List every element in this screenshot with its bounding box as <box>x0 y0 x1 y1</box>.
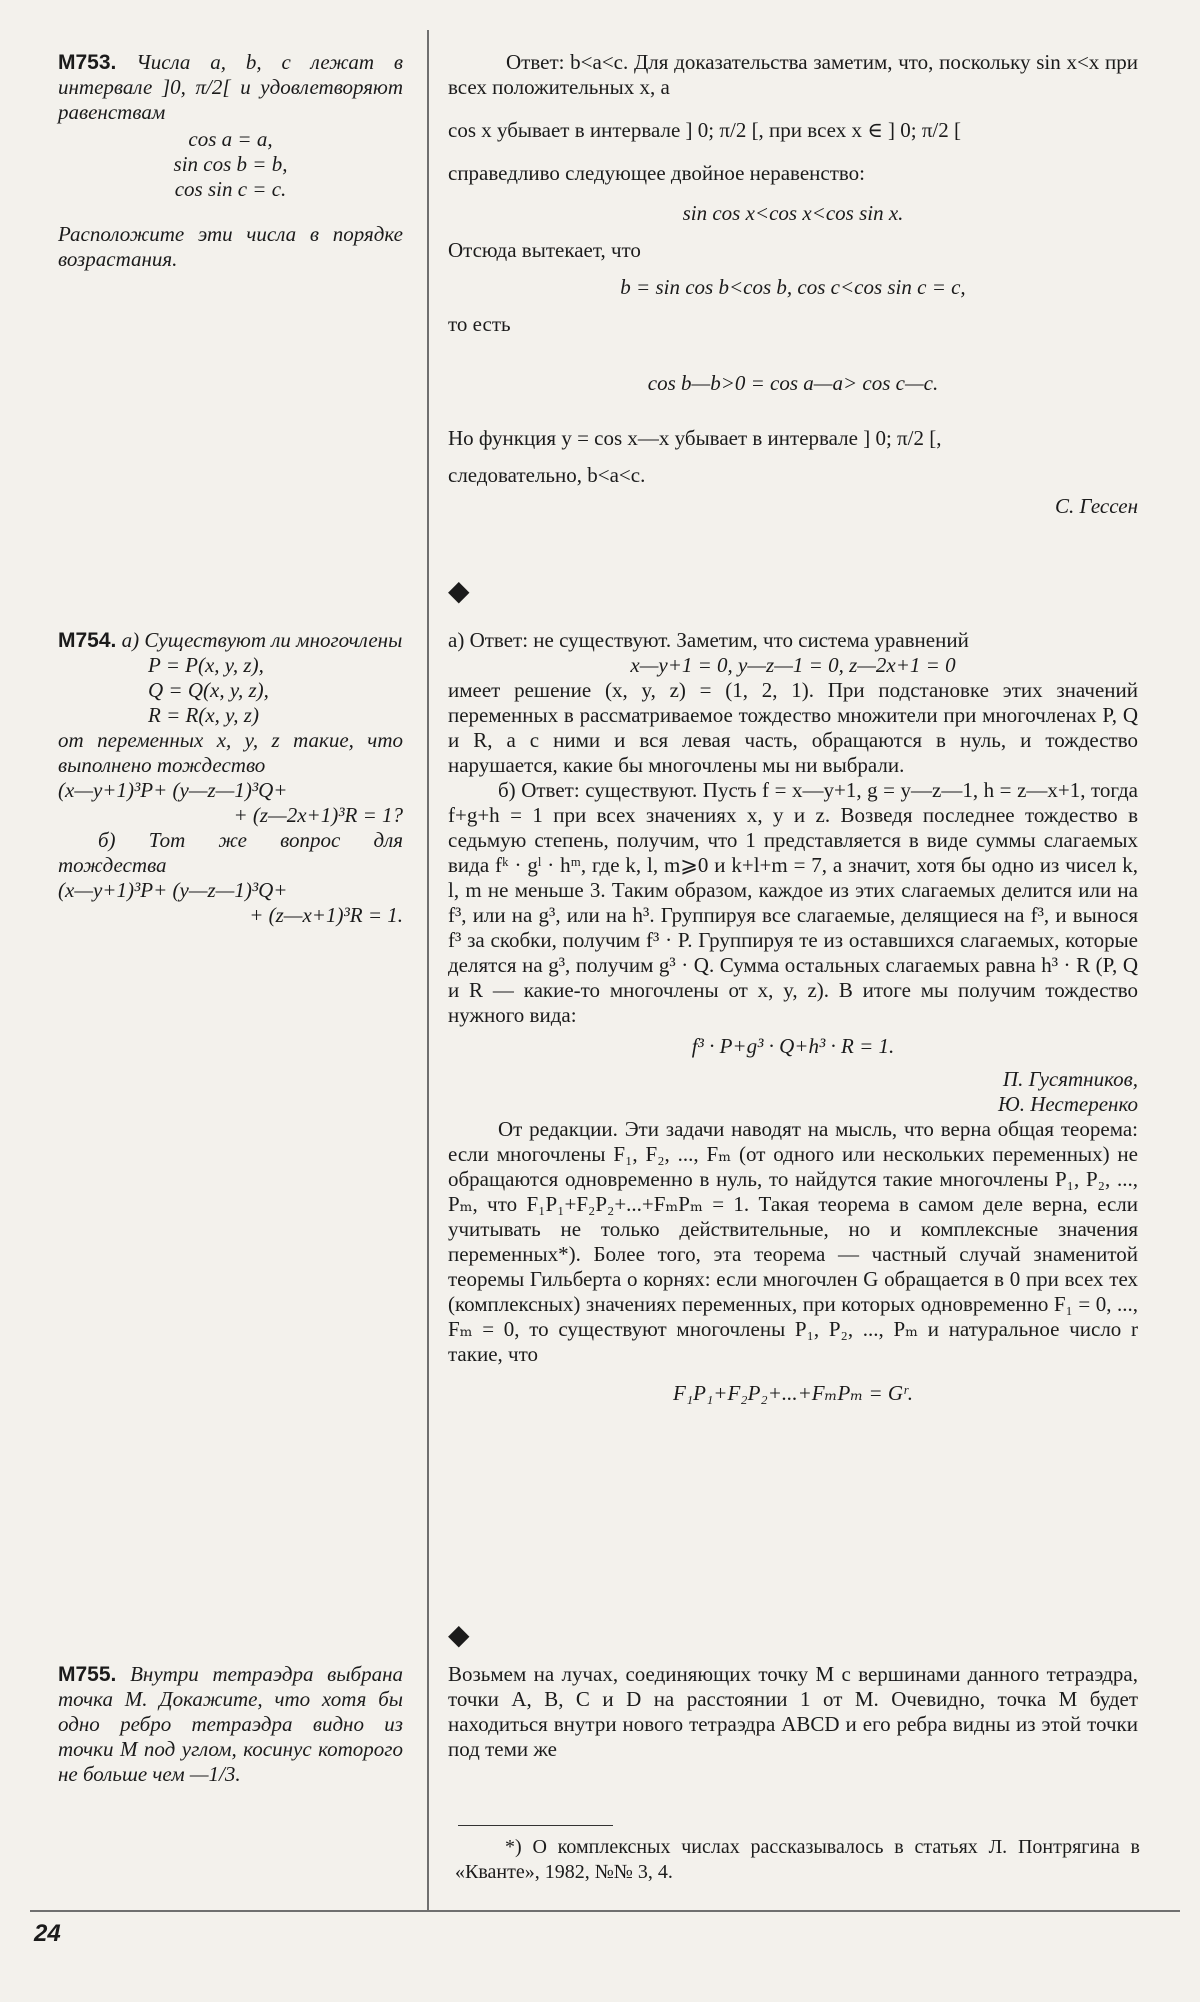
problem-754-statement-a: а) Существуют ли многочлены <box>121 628 403 652</box>
solution-753-line-7: следовательно, b<a<c. <box>448 463 646 487</box>
solution-753-line-2: cos x убывает в интервале ] 0; π/2 [, при всех x ∈ ] 0; π/2 [ <box>448 118 962 142</box>
identity-a-line-2: + (z—2x+1)³R = 1? <box>233 803 403 827</box>
identity-a-line-1: (x—y+1)³P+ (y—z—1)³Q+ <box>58 778 288 802</box>
problem-754-statement-b: б) Тот же вопрос для тождества <box>58 828 403 877</box>
author-gusyatnikov: П. Гусятников, <box>1002 1067 1138 1091</box>
author-nesterenko: Ю. Нестеренко <box>998 1092 1138 1116</box>
eq-cos-sin-c: cos sin c = c. <box>174 177 287 201</box>
problem-754-statement-vars: от переменных x, y, z такие, что выполнено тождество <box>58 728 403 777</box>
section-separator-2: ◆ <box>448 1620 470 1651</box>
problem-753-statement: Числа a, b, c лежат в интервале ]0, π/2[ и удовлетворяют равенствам <box>58 50 404 124</box>
eq-sin-cos-b: sin cos b = b, <box>173 152 288 176</box>
formula-comparison: cos b—b>0 = cos a—a> cos c—c. <box>647 371 939 395</box>
solution-755-text: Возьмем на лучах, соединяющих точку M с вершинами данного тетраэдра, точки A, B, C и D на расстоянии 1 от M. Очевидно, точка M будет находиться внутри нового тетраэдра ABCD и его ребра видны из этой точки под теми же <box>448 1662 1138 1761</box>
editorial-note: От редакции. Эти задачи наводят на мысль, что верна общая теорема: если многочлены F₁, F₂, ..., Fₘ (от одного или нескольких переменных) не обращаются одновременно в нуль, то найдутся такие многочлены P₁, P₂, ..., Pₘ, что F₁P₁+F₂P₂+...+FₘPₘ = 1. Такая теорема в самом деле верна, если учитывать не только действительные, но и комплексные значения переменных*). Более того, эта теорема — частный случай знаменитой теоремы Гильберта о корнях: если многочлен G обращается в 0 при всех тех (комплексных) значениях переменных, при которых одновременно F₁ = 0, ..., Fₘ = 0, то существуют многочлены P₁, P₂, ..., Pₘ и натуральное число r такие, что <box>448 1117 1138 1366</box>
solution-753-line-6: Но функция y = cos x—x убывает в интервале ] 0; π/2 [, <box>448 426 942 450</box>
formula-f-g-h: f³ · P+g³ · Q+h³ · R = 1. <box>691 1034 895 1058</box>
problem-753-question: Расположите эти числа в порядке возрастания. <box>58 222 403 271</box>
solution-753-line-1: Ответ: b<a<c. Для доказательства заметим, что, поскольку sin x<x при всех положительных x, а <box>448 50 1138 99</box>
formula-hilbert: F₁P₁+F₂P₂+...+FₘPₘ = Gʳ. <box>673 1381 913 1405</box>
solution-753 <box>448 50 1138 519</box>
footnote: *) О комплексных числах рассказывалось в статьях Л. Понтрягина в «Кванте», 1982, №№ 3, 4. <box>455 1836 1140 1883</box>
solution-754-part-b-text: б) Ответ: существуют. Пусть f = x—y+1, g = y—z—1, h = z—x+1, тогда f+g+h = 1 при всех значениях x, y и z. Возведя последнее тождество в седьмую степень, получим, что 1 представляется в виде суммы слагаемых вида fᵏ · gˡ · hᵐ, где k, l, m⩾0 и k+l+m = 7, а значит, хотя бы одно из чисел k, l, m не меньше 3. Таким образом, каждое из этих слагаемых делится или на f³, или на g³, или на h³. Группируя все слагаемые, делящиеся на f³, и вынося f³ за скобки, получим f³ · P. Группируя те из оставшихся слагаемых, которые делятся на g³, получим g³ · Q. Сумма остальных слагаемых равна h³ · R (P, Q и R — какие-то многочлены от x, y, z). В итоге мы получим тождество нужного вида: <box>448 778 1138 1027</box>
problem-755-statement: Внутри тетраэдра выбрана точка M. Докажите, что хотя бы одно ребро тетраэдра видно из точки M под углом, косинус которого не больше чем —1/3. <box>58 1662 404 1786</box>
problem-754-number: M754. <box>58 629 117 652</box>
problem-754 <box>58 628 403 928</box>
solution-755 <box>448 1662 1138 1762</box>
formula-b-c: b = sin cos b<cos b, cos c<cos sin c = c, <box>620 275 966 299</box>
system-of-equations: x—y+1 = 0, y—z—1 = 0, z—2x+1 = 0 <box>630 653 956 677</box>
solution-753-line-4: Отсюда вытекает, что <box>448 238 641 262</box>
polynomial-p: P = P(x, y, z), <box>148 653 264 677</box>
page-number: 24 <box>34 1920 61 1947</box>
identity-b-line-1: (x—y+1)³P+ (y—z—1)³Q+ <box>58 878 288 902</box>
problem-753-number: M753. <box>58 51 117 74</box>
solution-754 <box>448 628 1138 1406</box>
problem-755-number: M755. <box>58 1663 117 1686</box>
solution-753-line-5: то есть <box>448 312 511 336</box>
eq-cos-a: cos a = a, <box>188 127 273 151</box>
author-gessen: С. Гессен <box>1055 494 1138 518</box>
problem-753 <box>58 50 403 272</box>
identity-b-line-2: + (z—x+1)³R = 1. <box>249 903 403 927</box>
polynomial-r: R = R(x, y, z) <box>148 703 259 727</box>
solution-754-part-a-text: имеет решение (x, y, z) = (1, 2, 1). При подстановке этих значений переменных в рассматриваемое тождество множители при многочленах P, Q и R, а с ними и вся левая часть, обращаются в нуль, и тождество нарушается, какие бы многочлены мы ни выбрали. <box>448 678 1138 777</box>
solution-754-part-a-intro: а) Ответ: не существуют. Заметим, что система уравнений <box>448 628 969 652</box>
footnote-rule <box>458 1825 613 1826</box>
bottom-rule <box>30 1910 1180 1912</box>
solution-753-line-3: справедливо следующее двойное неравенство: <box>448 161 866 185</box>
problem-755 <box>58 1662 403 1787</box>
section-separator-1: ◆ <box>448 576 470 607</box>
column-divider <box>427 30 429 1910</box>
polynomial-q: Q = Q(x, y, z), <box>148 678 269 702</box>
formula-double-inequality: sin cos x<cos x<cos sin x. <box>682 201 904 225</box>
